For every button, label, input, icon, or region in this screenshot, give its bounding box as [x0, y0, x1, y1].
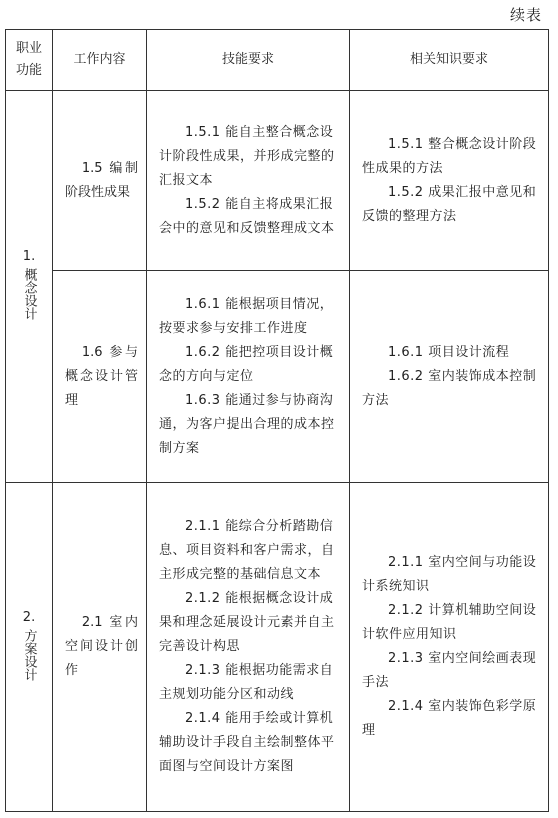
knowledge-cell — [350, 91, 549, 271]
skill-item: 2.1.1 能综合分析踏勘信息、项目资料和客户需求，自主形成完整的基础信息文本 — [159, 519, 335, 582]
work-content: 2.1 室内空间设计创作 — [65, 615, 138, 678]
skill-item: 1.6.2 能把控项目设计概念的方向与定位 — [159, 344, 334, 384]
function-number: 2. — [22, 609, 36, 625]
knowledge-item: 2.1.3 室内空间绘画表现手法 — [362, 651, 537, 690]
knowledge-cell — [350, 483, 549, 812]
work-content: 1.5 编制阶段性成果 — [65, 160, 138, 200]
skill-item: 2.1.2 能根据概念设计成果和理念延展设计元素并自主完善设计构思 — [159, 591, 335, 654]
table-header-row — [6, 30, 549, 91]
skill-item: 1.5.1 能自主整合概念设计阶段性成果，并形成完整的汇报文本 — [159, 124, 335, 188]
knowledge-item: 2.1.1 室内空间与功能设计系统知识 — [362, 555, 537, 594]
header-function: 职业 功能 — [6, 30, 53, 91]
knowledge-item: 2.1.4 室内装饰色彩学原理 — [362, 699, 537, 738]
skill-item: 1.6.3 能通过参与协商沟通，为客户提出合理的成本控制方案 — [159, 392, 335, 456]
skills-cell — [147, 91, 350, 271]
skill-item: 1.5.2 能自主将成果汇报会中的意见和反馈整理成文本 — [159, 196, 335, 236]
knowledge-item: 1.6.2 室内装饰成本控制方法 — [362, 368, 537, 408]
work-cell — [53, 271, 147, 483]
work-cell — [53, 483, 147, 812]
skills-cell — [147, 271, 350, 483]
function-number: 1. — [22, 249, 36, 264]
knowledge-item: 1.5.2 成果汇报中意见和反馈的整理方法 — [362, 184, 537, 224]
table-row — [6, 483, 549, 812]
header-knowledge: 相关知识要求 — [350, 30, 549, 91]
header-skill: 技能要求 — [147, 30, 350, 91]
occupation-skills-table — [5, 29, 549, 812]
skills-cell — [147, 483, 350, 812]
knowledge-item: 1.6.1 项目设计流程 — [388, 344, 510, 360]
work-content: 1.6 参与概念设计管理 — [65, 344, 138, 408]
skill-item: 2.1.3 能根据功能需求自主规划功能分区和动线 — [159, 663, 334, 702]
function-name: 方案设计 — [21, 628, 37, 681]
table-row — [6, 271, 549, 483]
function-cell-2 — [6, 483, 53, 812]
header-work: 工作内容 — [53, 30, 147, 91]
knowledge-cell — [350, 271, 549, 483]
skill-item: 1.6.1 能根据项目情况，按要求参与安排工作进度 — [159, 296, 334, 336]
knowledge-item: 2.1.2 计算机辅助空间设计软件应用知识 — [362, 603, 537, 642]
skill-item: 2.1.4 能用手绘或计算机辅助设计手段自主绘制整体平面图与空间设计方案图 — [159, 711, 335, 774]
function-cell-1 — [6, 91, 53, 483]
knowledge-item: 1.5.1 整合概念设计阶段性成果的方法 — [362, 136, 537, 176]
continued-label: 续表 — [509, 6, 542, 24]
work-cell — [53, 91, 147, 271]
table-row — [6, 91, 549, 271]
function-name: 概念设计 — [21, 268, 37, 320]
